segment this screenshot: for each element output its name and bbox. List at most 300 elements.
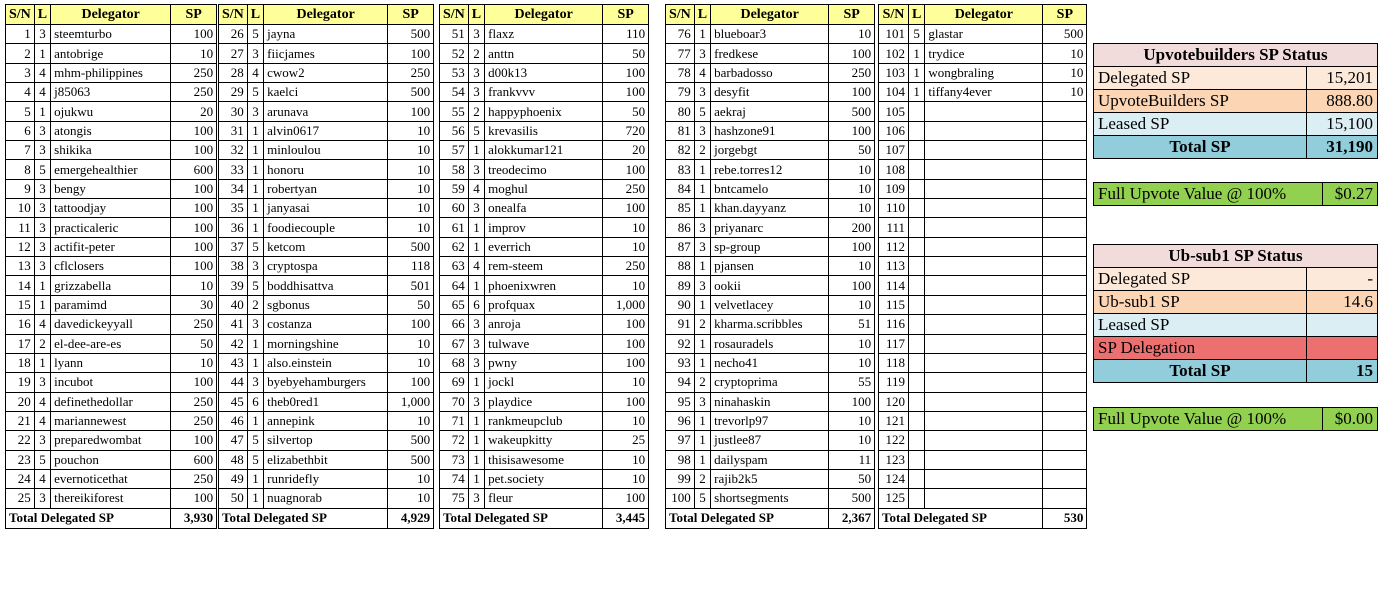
table-row [6,392,217,411]
delegator-name: alokkumar121 [485,141,603,160]
level: 1 [34,295,50,314]
serial-number: 11 [6,218,35,237]
delegator-name: janyasai [264,199,388,218]
status-value: 888.80 [1307,90,1378,113]
level: 1 [468,373,484,392]
delegator-name: cflclosers [51,257,171,276]
serial-number: 116 [879,315,909,334]
delegator-name: wongbraling [925,63,1043,82]
delegator-name: elizabethbit [264,450,388,469]
level: 2 [468,102,484,121]
delegator-name: desyfit [711,83,829,102]
table-row [879,25,1087,44]
level: 1 [247,141,263,160]
column-header-level: L [468,5,484,25]
table-row [440,121,649,140]
table-row [219,469,434,488]
level: 1 [694,257,710,276]
table-row [879,83,1087,102]
sp-amount: 100 [829,83,875,102]
delegator-name: costanza [264,315,388,334]
level: 3 [247,102,263,121]
level: 5 [247,83,263,102]
level [909,218,925,237]
delegator-name: steemturbo [51,25,171,44]
serial-number: 109 [879,179,909,198]
status-label: Leased SP [1094,314,1307,337]
delegator-name [925,411,1043,430]
serial-number: 89 [666,276,695,295]
delegator-name: thereikiforest [51,489,171,508]
level: 5 [468,121,484,140]
level: 3 [247,373,263,392]
status-value: 31,190 [1307,136,1378,159]
status-row [1094,90,1378,113]
table-row [879,431,1087,450]
sp-amount [1043,276,1087,295]
delegator-name: hashzone91 [711,121,829,140]
table-row [440,199,649,218]
serial-number: 10 [6,199,35,218]
serial-number: 51 [440,25,469,44]
table-row [879,276,1087,295]
delegator-name: trevorlp97 [711,411,829,430]
sp-amount [1043,373,1087,392]
delegator-name [925,431,1043,450]
total-label: Total Delegated SP [440,508,603,528]
delegator-name: davedickeyyall [51,315,171,334]
serial-number: 76 [666,25,695,44]
sp-amount [1043,121,1087,140]
level: 3 [247,315,263,334]
sp-amount: 250 [829,63,875,82]
sp-amount: 250 [171,392,217,411]
table-row [219,237,434,256]
level: 1 [247,411,263,430]
table-row [6,199,217,218]
ub-sub1-status-table [1093,244,1378,383]
status-row [1094,314,1378,337]
level: 3 [694,83,710,102]
delegator-name: pjansen [711,257,829,276]
table-row [219,353,434,372]
table-row [219,25,434,44]
level: 1 [247,334,263,353]
level: 1 [34,44,50,63]
level: 4 [34,392,50,411]
sp-amount: 11 [829,450,875,469]
status-row [1094,67,1378,90]
level: 3 [34,489,50,508]
table-row [666,315,875,334]
sp-amount: 100 [603,199,649,218]
table-row [440,469,649,488]
delegator-name [925,450,1043,469]
status-row [1094,337,1378,360]
column-header-sp: SP [829,5,875,25]
serial-number: 118 [879,353,909,372]
sp-amount: 10 [829,257,875,276]
serial-number: 70 [440,392,469,411]
serial-number: 113 [879,257,909,276]
column-header-level: L [909,5,925,25]
serial-number: 80 [666,102,695,121]
level: 3 [468,489,484,508]
table-row [440,353,649,372]
level: 2 [694,141,710,160]
level: 1 [694,431,710,450]
sp-amount: 250 [603,179,649,198]
status-label: Total SP [1094,360,1307,383]
table-row [219,83,434,102]
sp-amount: 20 [603,141,649,160]
serial-number: 92 [666,334,695,353]
level: 1 [468,218,484,237]
table-row [440,83,649,102]
delegator-name: annepink [264,411,388,430]
status-value: 14.6 [1307,291,1378,314]
serial-number: 100 [666,489,695,508]
sp-amount: 500 [388,237,434,256]
total-label: Total Delegated SP [6,508,171,528]
column-header-sp: SP [603,5,649,25]
serial-number: 55 [440,102,469,121]
delegator-name [925,373,1043,392]
delegator-table-4 [665,4,875,529]
level: 4 [34,83,50,102]
table-row [879,353,1087,372]
delegator-name: everrich [485,237,603,256]
level [909,160,925,179]
delegator-name: nuagnorab [264,489,388,508]
level: 3 [34,257,50,276]
serial-number: 26 [219,25,248,44]
sp-amount: 100 [171,257,217,276]
level: 1 [247,179,263,198]
sp-amount: 501 [388,276,434,295]
delegator-name: happyphoenix [485,102,603,121]
column-header-sn: S/N [666,5,695,25]
sp-amount: 500 [388,431,434,450]
column-header-sn: S/N [219,5,248,25]
sp-amount: 100 [171,199,217,218]
level: 3 [34,141,50,160]
delegator-name: justlee87 [711,431,829,450]
status-row [1094,360,1378,383]
sp-amount: 10 [171,276,217,295]
status-value: 15 [1307,360,1378,383]
status-label: SP Delegation [1094,337,1307,360]
table-row [6,276,217,295]
table-row [219,44,434,63]
sp-amount [1043,315,1087,334]
delegator-name [925,218,1043,237]
column-header-delegator: Delegator [711,5,829,25]
table-row [440,431,649,450]
table-row [666,295,875,314]
status-title: Upvotebuilders SP Status [1094,44,1378,67]
level [909,431,925,450]
table-row [879,489,1087,508]
level: 5 [247,237,263,256]
delegator-name: frankvvv [485,83,603,102]
serial-number: 86 [666,218,695,237]
sp-amount: 100 [603,315,649,334]
total-row [666,508,875,528]
table-row [879,295,1087,314]
serial-number: 67 [440,334,469,353]
delegator-name: silvertop [264,431,388,450]
sp-amount: 10 [603,276,649,295]
level: 3 [247,44,263,63]
serial-number: 74 [440,469,469,488]
level [909,276,925,295]
level: 4 [247,63,263,82]
delegator-name [925,315,1043,334]
delegator-name: anroja [485,315,603,334]
sp-amount [1043,102,1087,121]
sp-amount: 100 [829,237,875,256]
level: 1 [468,411,484,430]
sp-amount [1043,392,1087,411]
serial-number: 102 [879,44,909,63]
delegator-table-1 [5,4,217,529]
level: 4 [34,63,50,82]
delegator-name: ojukwu [51,102,171,121]
column-header-delegator: Delegator [264,5,388,25]
delegator-name: krevasilis [485,121,603,140]
sp-amount: 10 [388,121,434,140]
delegator-name: arunava [264,102,388,121]
delegator-name: minloulou [264,141,388,160]
sp-amount: 250 [603,257,649,276]
table-row [440,25,649,44]
level: 3 [34,373,50,392]
delegator-name: barbadosso [711,63,829,82]
table-row [219,160,434,179]
sp-amount: 100 [603,392,649,411]
level: 3 [694,392,710,411]
serial-number: 50 [219,489,248,508]
serial-number: 33 [219,160,248,179]
serial-number: 35 [219,199,248,218]
serial-number: 81 [666,121,695,140]
delegator-name [925,295,1043,314]
total-label: Total Delegated SP [666,508,829,528]
table-row [440,489,649,508]
serial-number: 93 [666,353,695,372]
sp-amount [1043,237,1087,256]
serial-number: 56 [440,121,469,140]
table-row [6,63,217,82]
sp-amount: 100 [171,237,217,256]
level: 1 [468,469,484,488]
sp-amount: 100 [171,25,217,44]
full-upvote-value: $0.27 [1323,183,1378,206]
sp-amount: 10 [829,431,875,450]
table-row [879,392,1087,411]
sp-amount: 10 [603,373,649,392]
sp-amount: 100 [388,102,434,121]
delegator-name [925,179,1043,198]
delegator-name: el-dee-are-es [51,334,171,353]
table-row [666,373,875,392]
table-row [440,102,649,121]
sp-amount [1043,411,1087,430]
serial-number: 27 [219,44,248,63]
delegator-name: incubot [51,373,171,392]
delegator-name [925,489,1043,508]
sp-amount: 100 [603,334,649,353]
sp-amount: 250 [171,411,217,430]
delegator-name: khan.dayyanz [711,199,829,218]
serial-number: 57 [440,141,469,160]
serial-number: 3 [6,63,35,82]
total-value: 3,930 [171,508,217,528]
delegator-name: definethedollar [51,392,171,411]
delegator-name: practicaleric [51,218,171,237]
serial-number: 6 [6,121,35,140]
serial-number: 94 [666,373,695,392]
delegator-name: trydice [925,44,1043,63]
table-row [666,237,875,256]
serial-number: 14 [6,276,35,295]
serial-number: 78 [666,63,695,82]
column-header-level: L [247,5,263,25]
delegator-name: treodecimo [485,160,603,179]
level [909,373,925,392]
column-header-delegator: Delegator [925,5,1043,25]
delegator-name: j85063 [51,83,171,102]
delegator-name [925,121,1043,140]
serial-number: 112 [879,237,909,256]
level: 3 [694,276,710,295]
level: 3 [468,334,484,353]
sp-amount: 10 [829,295,875,314]
delegator-table-5 [878,4,1087,529]
delegator-name: ookii [711,276,829,295]
serial-number: 101 [879,25,909,44]
level [909,121,925,140]
total-row [440,508,649,528]
column-header-sp: SP [1043,5,1087,25]
table-row [879,257,1087,276]
table-row [6,160,217,179]
delegator-name: fleur [485,489,603,508]
table-row [879,315,1087,334]
level: 5 [34,160,50,179]
delegator-name: actifit-peter [51,237,171,256]
level: 1 [468,141,484,160]
sp-amount: 10 [603,450,649,469]
table-row [6,373,217,392]
serial-number: 115 [879,295,909,314]
serial-number: 36 [219,218,248,237]
serial-number: 61 [440,218,469,237]
full-upvote-label: Full Upvote Value @ 100% [1094,408,1323,431]
upvotebuilders-status-table [1093,43,1378,159]
serial-number: 16 [6,315,35,334]
sp-amount: 10 [388,218,434,237]
serial-number: 121 [879,411,909,430]
sp-amount: 100 [171,179,217,198]
delegator-name [925,469,1043,488]
serial-number: 104 [879,83,909,102]
serial-number: 103 [879,63,909,82]
delegator-name: byebyehamburgers [264,373,388,392]
table-row [219,295,434,314]
status-label: Total SP [1094,136,1307,159]
status-label: Leased SP [1094,113,1307,136]
sp-amount: 10 [829,25,875,44]
delegator-name: thisisawesome [485,450,603,469]
table-row [6,489,217,508]
delegator-name: kharma.scribbles [711,315,829,334]
sp-amount: 10 [603,469,649,488]
level [909,141,925,160]
level: 1 [468,276,484,295]
status-value [1307,337,1378,360]
table-row [879,373,1087,392]
level [909,392,925,411]
table-row [219,334,434,353]
level: 1 [34,102,50,121]
status-value: 15,100 [1307,113,1378,136]
level [909,237,925,256]
serial-number: 30 [219,102,248,121]
sp-amount: 10 [388,469,434,488]
sp-amount: 500 [829,489,875,508]
delegator-name: ninahaskin [711,392,829,411]
table-row [440,218,649,237]
delegator-name [925,199,1043,218]
delegator-name: fiicjames [264,44,388,63]
delegator-name: necho41 [711,353,829,372]
serial-number: 46 [219,411,248,430]
sp-amount: 10 [603,237,649,256]
delegator-name: paramimd [51,295,171,314]
sp-amount: 250 [171,315,217,334]
table-row [879,179,1087,198]
sp-amount: 100 [388,373,434,392]
delegator-name: theb0red1 [264,392,388,411]
delegator-name [925,237,1043,256]
sp-amount: 50 [829,469,875,488]
table-row [666,392,875,411]
level: 1 [694,25,710,44]
serial-number: 54 [440,83,469,102]
total-value: 2,367 [829,508,875,528]
delegator-name: sgbonus [264,295,388,314]
table-row [6,469,217,488]
serial-number: 105 [879,102,909,121]
table-row [879,469,1087,488]
sp-amount: 1,000 [603,295,649,314]
serial-number: 18 [6,353,35,372]
delegator-name: tiffany4ever [925,83,1043,102]
delegator-name: bntcamelo [711,179,829,198]
total-label: Total Delegated SP [879,508,1043,528]
serial-number: 12 [6,237,35,256]
serial-number: 4 [6,83,35,102]
level: 1 [247,353,263,372]
delegator-name: grizzabella [51,276,171,295]
status-row [1094,268,1378,291]
sp-amount: 100 [171,141,217,160]
level: 3 [34,199,50,218]
sp-amount: 100 [829,44,875,63]
sp-amount: 10 [1043,83,1087,102]
